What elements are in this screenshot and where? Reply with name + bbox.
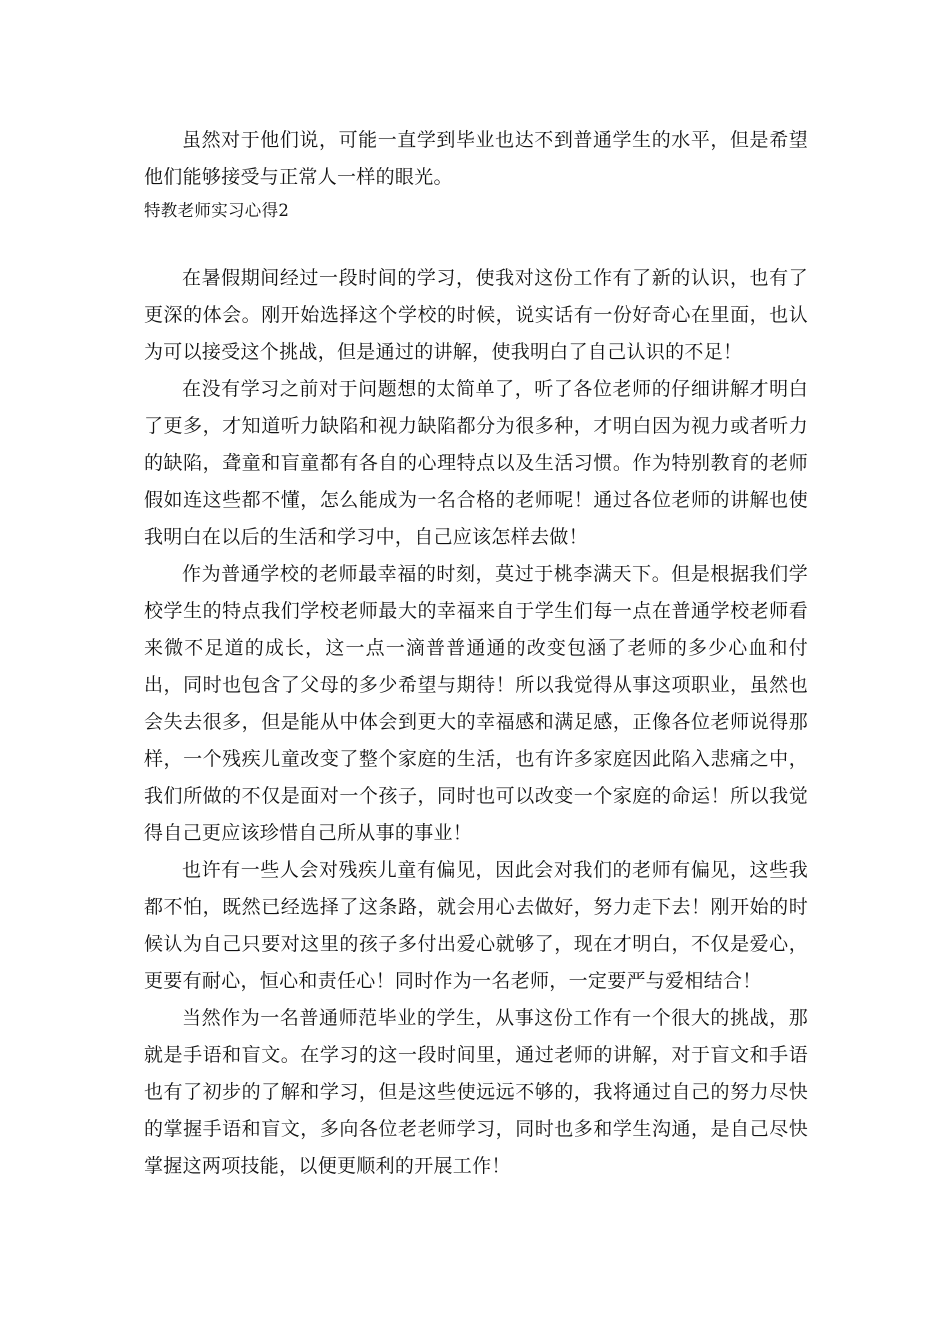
section-spacer [144,226,808,260]
body-paragraph-2: 在没有学习之前对于问题想的太简单了，听了各位老师的仔细讲解才明白了更多，才知道听力缺陷和视力缺陷都分为很多种，才明白因为视力或者听力的缺陷，聋童和盲童都有各自的心理特点以及生活习惯。作为特别教育的老师假如连这些都不懂，怎么能成为一名合格的老师呢！通过各位老师的讲解也使我明白在以后的生活和学习中，自己应该怎样去做！ [144,378,808,548]
section-title: 特教老师实习心得2 [144,201,290,220]
body-paragraph-5: 当然作为一名普通师范毕业的学生，从事这份工作有一个很大的挑战，那就是手语和盲文。在学习的这一段时间里，通过老师的讲解，对于盲文和手语也有了初步的了解和学习，但是这些使远远不够的，我将通过自己的努力尽快的掌握手语和盲文，多向各位老老师学习，同时也多和学生沟通，是自己尽快掌握这两项技能，以便更顺利的开展工作！ [144,1007,808,1177]
intro-paragraph: 虽然对于他们说，可能一直学到毕业也达不到普通学生的水平，但是希望他们能够接受与正常人一样的眼光。 [144,129,808,188]
body-paragraph-3: 作为普通学校的老师最幸福的时刻，莫过于桃李满天下。但是根据我们学校学生的特点我们学校老师最大的幸福来自于学生们每一点在普通学校老师看来微不足道的成长，这一点一滴普普通通的改变包涵了老师的多少心血和付出，同时也包含了父母的多少希望与期待！所以我觉得从事这项职业，虽然也会失去很多，但是能从中体会到更大的幸福感和满足感，正像各位老师说得那样，一个残疾儿童改变了整个家庭的生活，也有许多家庭因此陷入悲痛之中，我们所做的不仅是面对一个孩子，同时也可以改变一个家庭的命运！所以我觉得自己更应该珍惜自己所从事的事业！ [144,563,808,844]
body-paragraph-4: 也许有一些人会对残疾儿童有偏见，因此会对我们的老师有偏见，这些我都不怕，既然已经选择了这条路，就会用心去做好，努力走下去！刚开始的时候认为自己只要对这里的孩子多付出爱心就够了，现在才明白，不仅是爱心，更要有耐心，恒心和责任心！同时作为一名老师，一定要严与爱相结合！ [144,859,808,992]
body-paragraph-1: 在暑假期间经过一段时间的学习，使我对这份工作有了新的认识，也有了更深的体会。刚开始选择这个学校的时候，说实话有一份好奇心在里面，也认为可以接受这个挑战，但是通过的讲解，使我明白了自己认识的不足！ [144,267,808,363]
document-body [144,122,808,1185]
